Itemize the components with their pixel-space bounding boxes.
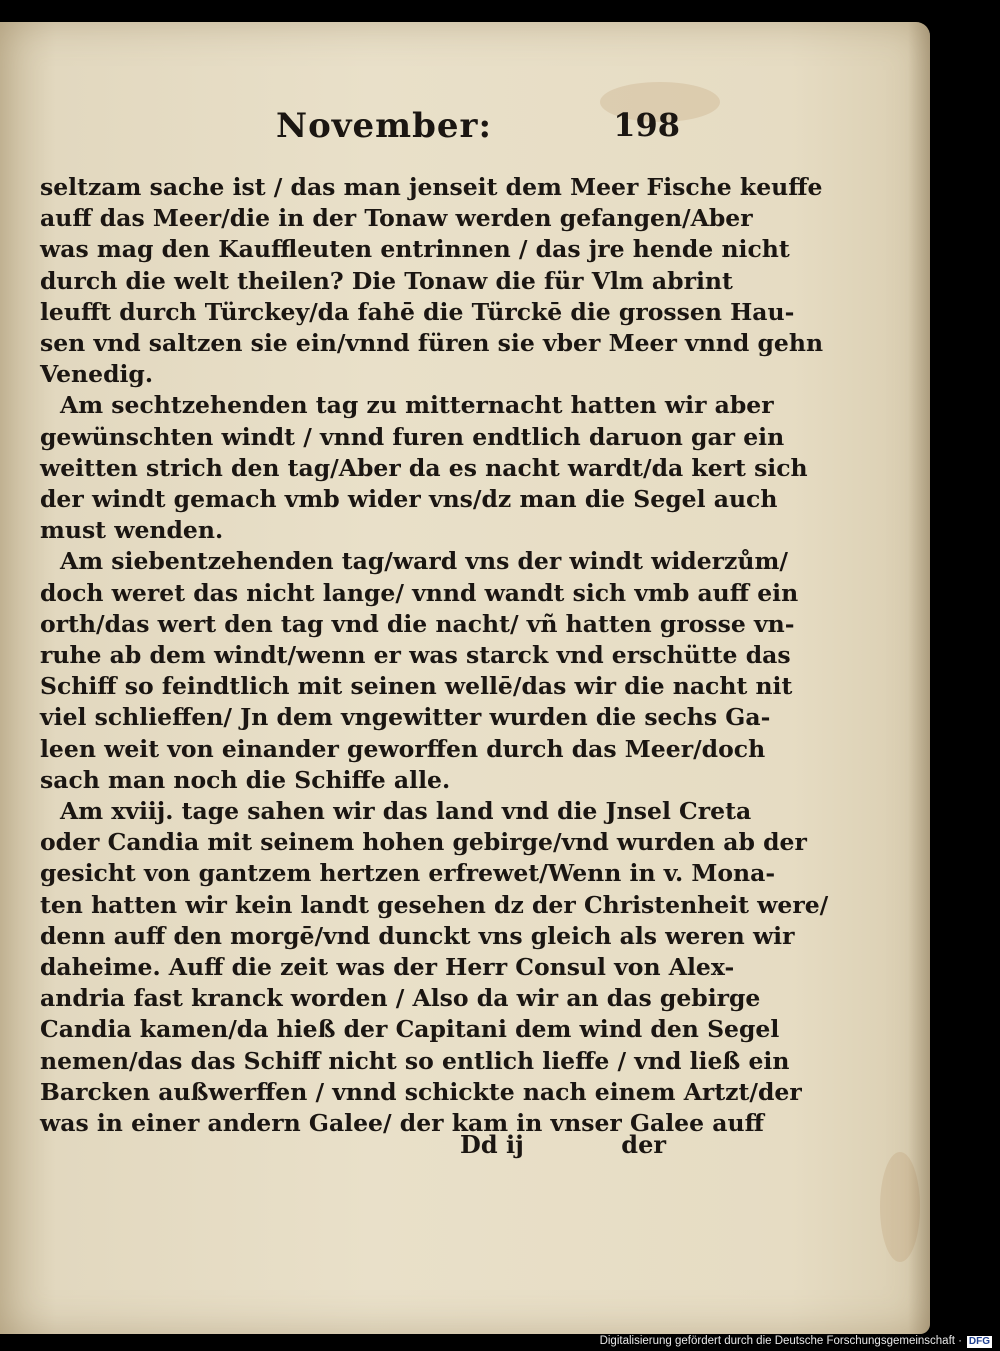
text-line: orth/das wert den tag vnd die nacht/ vñ hatten grosse vn- — [40, 609, 795, 638]
signature-line — [460, 1130, 666, 1159]
text-line: ruhe ab dem windt/wenn er was starck vnd erschütte das — [40, 641, 791, 670]
text-line: daheime. Auff die zeit was der Herr Consul von Alex- — [40, 953, 735, 982]
catchword: der — [621, 1130, 666, 1159]
text-line: viel schlieffen/ Jn dem vngewitter wurden die sechs Ga- — [40, 703, 771, 732]
running-head — [40, 106, 680, 156]
dfg-logo: DFG — [968, 1336, 990, 1347]
text-line: gesicht von gantzem hertzen erfrewet/Wenn in v. Mona- — [40, 859, 776, 888]
text-line: gewünschten windt / vnnd furen endtlich daruon gar ein — [40, 422, 785, 451]
text-line: Am xviij. tage sahen wir das land vnd die Jnsel Creta — [60, 797, 752, 826]
text-line: seltzam sache ist / das man jenseit dem Meer Fische keuffe — [40, 173, 823, 201]
book-page — [0, 22, 930, 1334]
text-line: was in einer andern Galee/ der kam in vnser Galee auff — [40, 1109, 764, 1138]
text-line: durch die welt theilen? Die Tonaw die für Vlm abrint — [40, 266, 733, 295]
paper-stain — [880, 1152, 920, 1262]
text-line: Am siebentzehenden tag/ward vns der windt widerzům/ — [60, 547, 788, 576]
text-line: was mag den Kauffleuten entrinnen / das jre hende nicht — [40, 235, 790, 264]
text-line: Candia kamen/da hieß der Capitani dem wind den Segel — [40, 1015, 780, 1044]
page-number: 198 — [613, 106, 680, 144]
text-line: auff das Meer/die in der Tonaw werden gefangen/Aber — [40, 204, 753, 233]
footer-bar — [0, 1334, 1000, 1351]
text-line: ten hatten wir kein landt gesehen dz der Christenheit were/ — [40, 890, 829, 919]
text-line: nemen/das das Schiff nicht so entlich lieffe / vnd ließ ein — [40, 1046, 790, 1075]
text-line: Schiff so feindtlich mit seinen wellē/das wir die nacht nit — [40, 672, 793, 701]
text-line: sen vnd saltzen sie ein/vnnd füren sie vber Meer vnnd gehn — [40, 329, 824, 358]
text-line: weitten strich den tag/Aber da es nacht wardt/da kert sich — [40, 453, 808, 482]
text-line: doch weret das nicht lange/ vnnd wandt sich vmb auff ein — [40, 578, 799, 607]
text-line: leen weit von einander geworffen durch das Meer/doch — [40, 734, 766, 763]
text-line: leufft durch Türckey/da fahē die Türckē die grossen Hau- — [40, 297, 795, 326]
text-line: der windt gemach vmb wider vns/dz man die Segel auch — [40, 485, 778, 514]
footer-credit: Digitalisierung gefördert durch die Deutsche Forschungsgemeinschaft · — [599, 1335, 962, 1347]
text-line: Am sechtzehenden tag zu mitternacht hatten wir aber — [60, 391, 774, 420]
text-line: oder Candia mit seinem hohen gebirge/vnd wurden ab der — [40, 828, 807, 857]
text-line: andria fast kranck worden / Also da wir an das gebirge — [40, 984, 761, 1013]
signature-mark: Dd ij — [460, 1130, 524, 1159]
text-line: Venedig. — [40, 360, 154, 389]
text-line: must wenden. — [40, 516, 224, 545]
text-line: sach man noch die Schiffe alle. — [40, 765, 451, 794]
text-line: denn auff den morgē/vnd dunckt vns gleich als weren wir — [40, 921, 795, 950]
text-block — [40, 172, 829, 1139]
running-title: November: — [276, 106, 492, 146]
text-line: Barcken außwerffen / vnnd schickte nach einem Artzt/der — [40, 1077, 802, 1106]
